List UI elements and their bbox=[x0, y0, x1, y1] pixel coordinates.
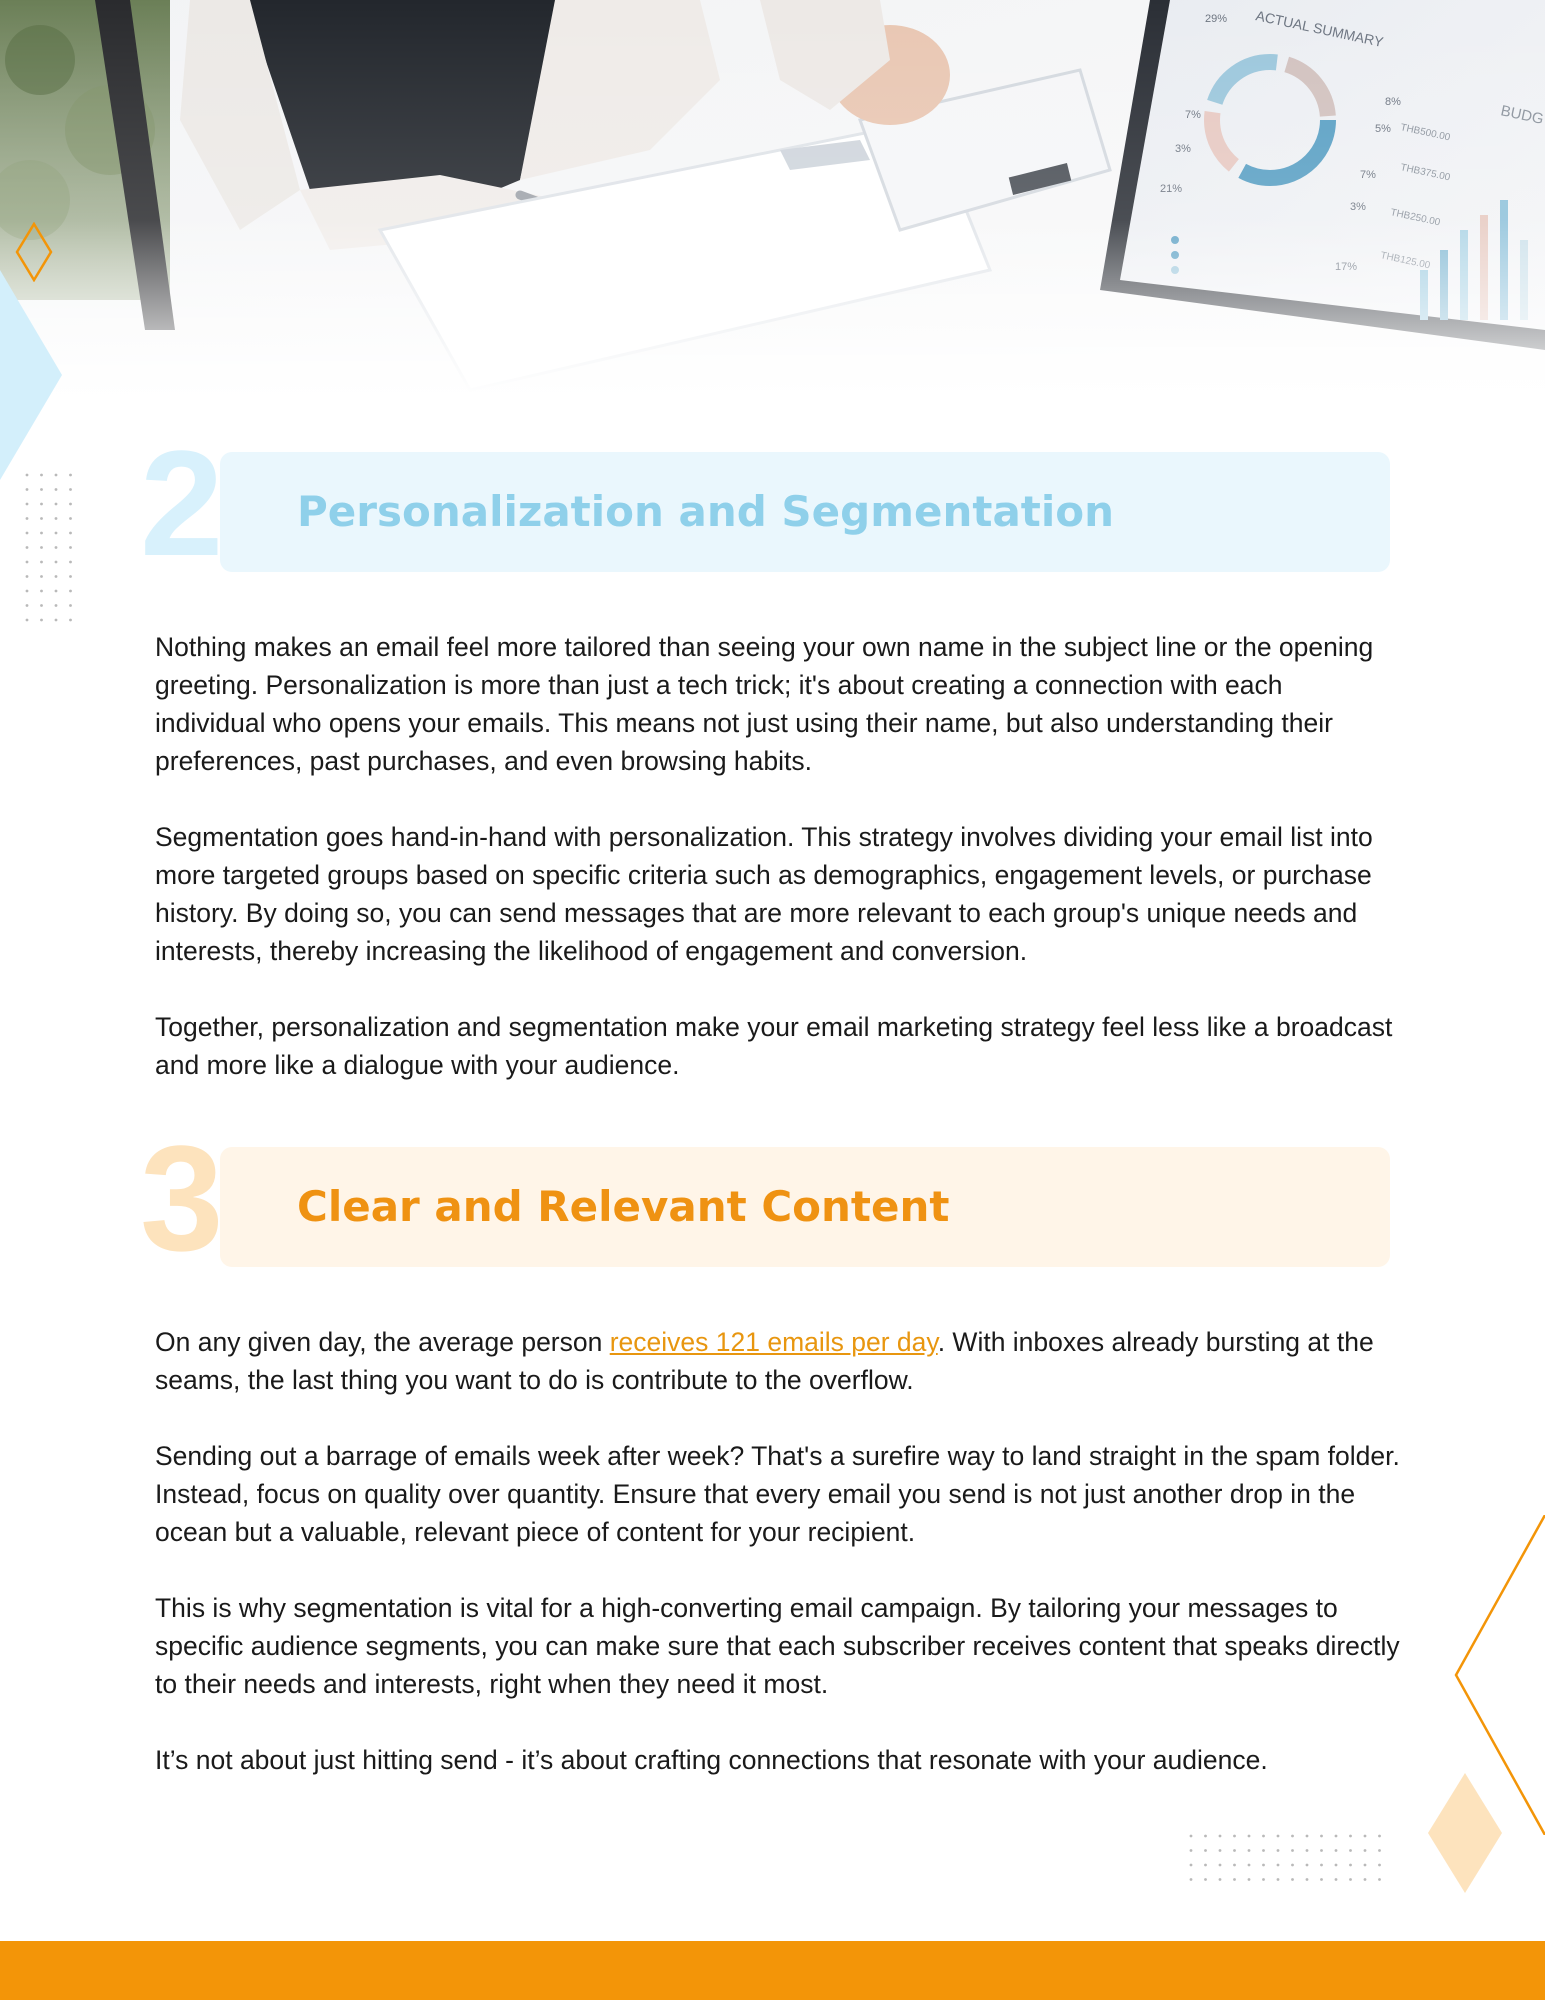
grid-dot bbox=[69, 546, 72, 549]
grid-dot bbox=[69, 474, 72, 477]
grid-dot bbox=[55, 604, 58, 607]
grid-dot bbox=[55, 532, 58, 535]
grid-dot bbox=[26, 561, 29, 564]
grid-dot bbox=[1364, 1849, 1367, 1852]
grid-dot bbox=[40, 503, 43, 506]
diamond-outline-icon bbox=[14, 222, 54, 282]
grid-dot bbox=[1320, 1864, 1323, 1867]
section-number: 3 bbox=[140, 1114, 220, 1282]
grid-dot bbox=[40, 590, 43, 593]
paragraph: Segmentation goes hand-in-hand with personalization. This strategy involves dividing your email list into more targeted groups based on specific criteria such as demographics, engagement levels, or purchase history. By doing so, you can send messages that are more relevant to each group's unique needs and interests, thereby increasing the likelihood of engagement and conversion. bbox=[155, 822, 1373, 966]
grid-dot bbox=[1190, 1864, 1193, 1867]
footer-bar bbox=[0, 1941, 1545, 2000]
grid-dot bbox=[55, 619, 58, 622]
grid-dot bbox=[55, 503, 58, 506]
section-body-content bbox=[155, 1323, 1400, 1779]
grid-dot bbox=[69, 488, 72, 491]
grid-dot bbox=[1219, 1864, 1222, 1867]
grid-dot bbox=[40, 474, 43, 477]
grid-dot bbox=[1306, 1835, 1309, 1838]
grid-dot bbox=[1233, 1835, 1236, 1838]
grid-dot bbox=[1219, 1878, 1222, 1881]
grid-dot bbox=[1291, 1835, 1294, 1838]
paragraph: Sending out a barrage of emails week after week? That's a surefire way to land straight in the spam folder. Instead, focus on quality over quantity. Ensure that every email you send is not just another drop in the ocean but a valuable, relevant piece of content for your recipient. bbox=[155, 1441, 1400, 1547]
grid-dot bbox=[69, 503, 72, 506]
grid-dot bbox=[40, 561, 43, 564]
grid-dot bbox=[55, 575, 58, 578]
grid-dot bbox=[1233, 1878, 1236, 1881]
grid-dot bbox=[1248, 1849, 1251, 1852]
grid-dot bbox=[69, 619, 72, 622]
grid-dot bbox=[26, 590, 29, 593]
grid-dot bbox=[1335, 1849, 1338, 1852]
grid-dot bbox=[1335, 1878, 1338, 1881]
grid-dot bbox=[1204, 1878, 1207, 1881]
hero-photo bbox=[0, 0, 1545, 400]
grid-dot bbox=[1349, 1849, 1352, 1852]
section-header-content bbox=[140, 1114, 1390, 1282]
grid-dot bbox=[40, 517, 43, 520]
grid-dot bbox=[1248, 1878, 1251, 1881]
paragraph: It’s not about just hitting send - it’s about crafting connections that resonate with your audience. bbox=[155, 1745, 1268, 1775]
grid-dot bbox=[1233, 1849, 1236, 1852]
grid-dot bbox=[1233, 1864, 1236, 1867]
grid-dot bbox=[1291, 1864, 1294, 1867]
grid-dot bbox=[1364, 1864, 1367, 1867]
dot-grid-icon bbox=[1188, 1833, 1398, 1893]
grid-dot bbox=[69, 561, 72, 564]
grid-dot bbox=[26, 517, 29, 520]
grid-dot bbox=[1262, 1849, 1265, 1852]
grid-dot bbox=[40, 546, 43, 549]
grid-dot bbox=[1320, 1878, 1323, 1881]
grid-dot bbox=[55, 546, 58, 549]
grid-dot bbox=[1306, 1878, 1309, 1881]
grid-dot bbox=[26, 474, 29, 477]
grid-dot bbox=[1306, 1849, 1309, 1852]
section-title: Clear and Relevant Content bbox=[297, 1182, 950, 1231]
grid-dot bbox=[1190, 1835, 1193, 1838]
section-body-personalization bbox=[155, 628, 1400, 1084]
grid-dot bbox=[40, 575, 43, 578]
grid-dot bbox=[26, 604, 29, 607]
grid-dot bbox=[1349, 1878, 1352, 1881]
paragraph: This is why segmentation is vital for a high-converting email campaign. By tailoring your messages to specific audience segments, you can make sure that each subscriber receives content that speaks directly to their needs and interests, right when they need it most. bbox=[155, 1593, 1400, 1699]
section-number: 2 bbox=[140, 419, 220, 587]
grid-dot bbox=[1291, 1878, 1294, 1881]
grid-dot bbox=[1378, 1835, 1381, 1838]
grid-dot bbox=[1277, 1835, 1280, 1838]
grid-dot bbox=[1277, 1878, 1280, 1881]
grid-dot bbox=[55, 474, 58, 477]
grid-dot bbox=[1291, 1849, 1294, 1852]
grid-dot bbox=[55, 561, 58, 564]
grid-dot bbox=[40, 619, 43, 622]
paragraph-text: On any given day, the average person bbox=[155, 1327, 610, 1357]
grid-dot bbox=[69, 517, 72, 520]
grid-dot bbox=[40, 532, 43, 535]
grid-dot bbox=[1320, 1835, 1323, 1838]
grid-dot bbox=[1378, 1849, 1381, 1852]
paragraph-with-link bbox=[155, 1323, 1400, 1399]
chevron-shape-icon bbox=[0, 270, 64, 480]
grid-dot bbox=[55, 517, 58, 520]
grid-dot bbox=[26, 546, 29, 549]
grid-dot bbox=[1190, 1849, 1193, 1852]
grid-dot bbox=[1262, 1864, 1265, 1867]
grid-dot bbox=[26, 575, 29, 578]
grid-dot bbox=[1306, 1864, 1309, 1867]
grid-dot bbox=[1378, 1864, 1381, 1867]
grid-dot bbox=[1219, 1849, 1222, 1852]
grid-dot bbox=[1248, 1835, 1251, 1838]
section-header-personalization bbox=[140, 419, 1390, 587]
grid-dot bbox=[55, 590, 58, 593]
grid-dot bbox=[69, 532, 72, 535]
grid-dot bbox=[26, 503, 29, 506]
grid-dot bbox=[69, 604, 72, 607]
grid-dot bbox=[1277, 1849, 1280, 1852]
grid-dot bbox=[1248, 1864, 1251, 1867]
grid-dot bbox=[26, 532, 29, 535]
grid-dot bbox=[26, 619, 29, 622]
grid-dot bbox=[1364, 1835, 1367, 1838]
paragraph: Nothing makes an email feel more tailored than seeing your own name in the subject line or the opening greeting. Personalization is more than just a tech trick; it's about creating a connection with each individual who opens your emails. This means not just using their name, but also understanding their preferences, past purchases, and even browsing habits. bbox=[155, 632, 1374, 776]
grid-dot bbox=[26, 488, 29, 491]
grid-dot bbox=[1335, 1864, 1338, 1867]
grid-dot bbox=[69, 575, 72, 578]
grid-dot bbox=[1262, 1835, 1265, 1838]
grid-dot bbox=[1349, 1864, 1352, 1867]
paragraph-text: . With inboxes already bursting at the seams, the last thing you want to do is contribute to the overflow. bbox=[155, 1327, 1374, 1395]
grid-dot bbox=[40, 604, 43, 607]
grid-dot bbox=[69, 590, 72, 593]
diamond-filled-icon bbox=[1426, 1773, 1504, 1893]
grid-dot bbox=[40, 488, 43, 491]
hero-illustration bbox=[0, 0, 1545, 400]
grid-dot bbox=[1219, 1835, 1222, 1838]
emails-per-day-link[interactable]: receives 121 emails per day bbox=[609, 1327, 938, 1357]
grid-dot bbox=[1204, 1864, 1207, 1867]
paragraph: Together, personalization and segmentation make your email marketing strategy feel less like a broadcast and more like a dialogue with your audience. bbox=[155, 1012, 1393, 1080]
grid-dot bbox=[1204, 1849, 1207, 1852]
grid-dot bbox=[1320, 1849, 1323, 1852]
section-title: Personalization and Segmentation bbox=[297, 487, 1115, 536]
dot-grid-icon bbox=[24, 472, 76, 642]
grid-dot bbox=[1349, 1835, 1352, 1838]
grid-dot bbox=[1277, 1864, 1280, 1867]
grid-dot bbox=[1364, 1878, 1367, 1881]
grid-dot bbox=[1204, 1835, 1207, 1838]
grid-dot bbox=[55, 488, 58, 491]
grid-dot bbox=[1378, 1878, 1381, 1881]
grid-dot bbox=[1262, 1878, 1265, 1881]
grid-dot bbox=[1190, 1878, 1193, 1881]
grid-dot bbox=[1335, 1835, 1338, 1838]
